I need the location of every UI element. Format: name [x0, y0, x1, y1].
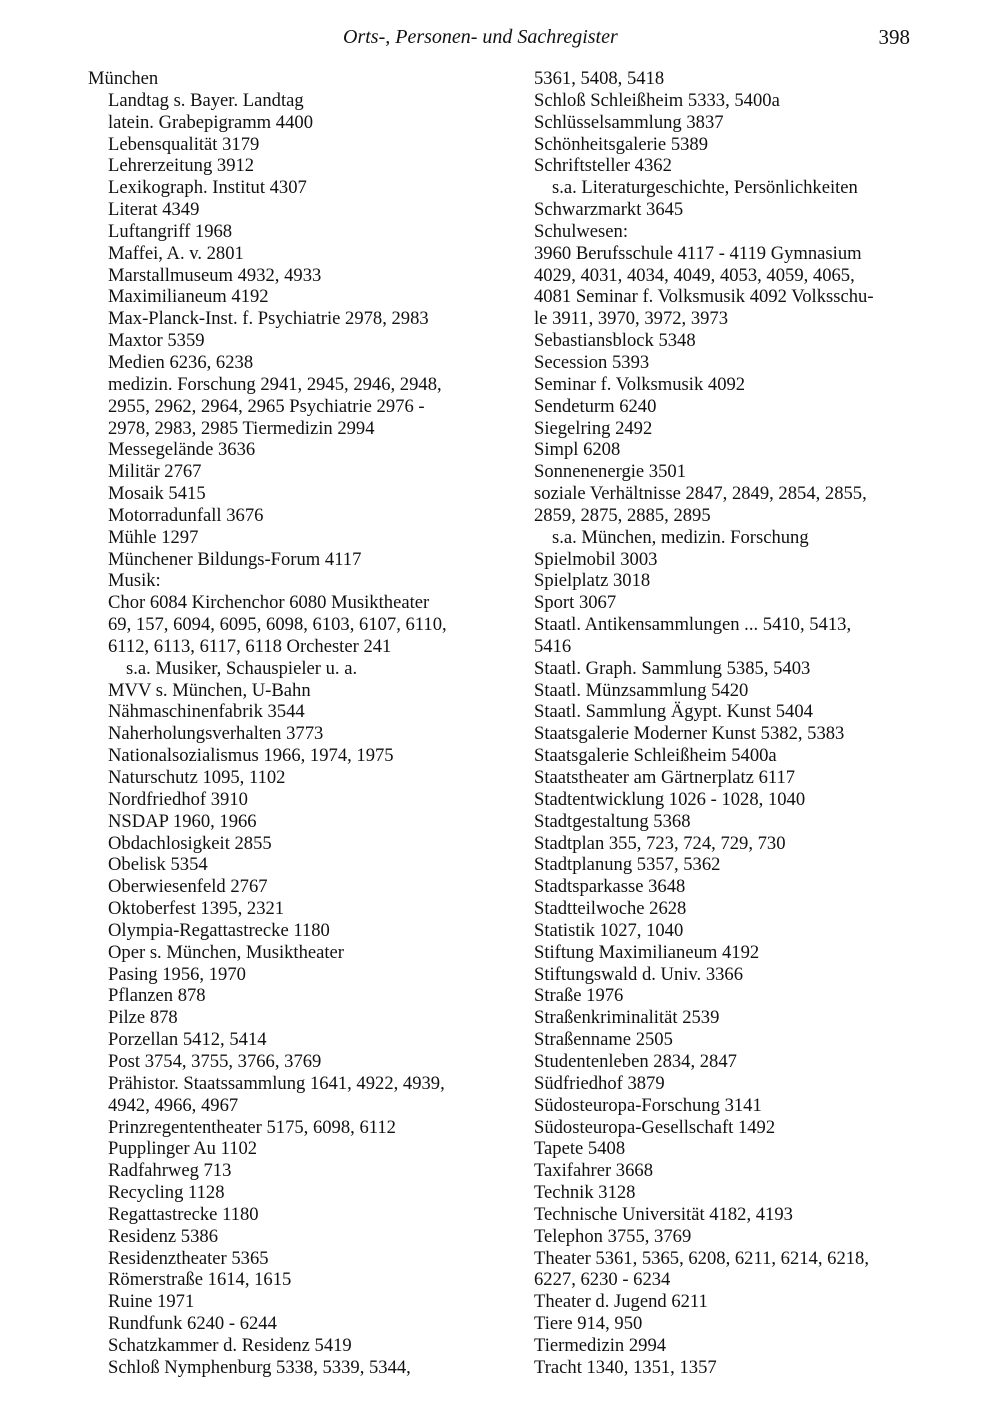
- index-entry: Straße 1976: [534, 985, 624, 1007]
- index-entry: Südosteuropa-Gesellschaft 1492: [534, 1116, 776, 1138]
- index-entry: Secession 5393: [534, 351, 650, 373]
- index-entry: 4081 Seminar f. Volksmusik 4092 Volksschu-: [534, 286, 874, 308]
- index-entry: Staatl. Sammlung Ägypt. Kunst 5404: [534, 701, 813, 723]
- index-entry: Sonnenenergie 3501: [534, 461, 686, 483]
- index-entry: Tiere 914, 950: [534, 1313, 643, 1335]
- index-entry: s.a. Musiker, Schauspieler u. a.: [126, 657, 358, 679]
- index-entry: Römerstraße 1614, 1615: [108, 1269, 292, 1291]
- index-entry: Mosaik 5415: [108, 483, 206, 505]
- index-entry: Technische Universität 4182, 4193: [534, 1203, 793, 1225]
- index-entry: Lexikograph. Institut 4307: [108, 177, 307, 199]
- index-entry: Residenztheater 5365: [108, 1247, 269, 1269]
- page-number: 398: [878, 25, 910, 49]
- index-entry: Südfriedhof 3879: [534, 1072, 665, 1094]
- index-entry: Naturschutz 1095, 1102: [108, 767, 286, 788]
- index-entry: Prähistor. Staatssammlung 1641, 4922, 4939,: [108, 1072, 445, 1094]
- index-entry: MVV s. München, U-Bahn: [108, 679, 311, 701]
- index-entry: Marstallmuseum 4932, 4933: [108, 264, 322, 286]
- page-header: [0, 22, 1000, 52]
- index-entry: Straßenkriminalität 2539: [534, 1007, 720, 1029]
- index-entry: Technik 3128: [534, 1182, 636, 1204]
- index-entry: Spielmobil 3003: [534, 548, 658, 570]
- index-entry: Staatl. Antikensammlungen ... 5410, 5413,: [534, 614, 852, 636]
- index-entry: Schloß Schleißheim 5333, 5400a: [534, 89, 780, 111]
- index-entry: Nordfriedhof 3910: [108, 788, 248, 810]
- index-entry: Recycling 1128: [108, 1182, 225, 1204]
- index-entry: 4942, 4966, 4967: [108, 1094, 239, 1116]
- index-entry: Spielplatz 3018: [534, 570, 651, 592]
- index-entry: Stadtentwicklung 1026 - 1028, 1040: [534, 788, 806, 810]
- index-entry: Staatl. Münzsammlung 5420: [534, 679, 749, 701]
- index-entry: Tracht 1340, 1351, 1357: [534, 1356, 717, 1378]
- index-entry: Schriftsteller 4362: [534, 155, 672, 177]
- index-entry: Nationalsozialismus 1966, 1974, 1975: [108, 745, 394, 767]
- index-entry: Mühle 1297: [108, 526, 199, 548]
- index-entry: Theater d. Jugend 6211: [534, 1291, 708, 1313]
- index-entry: Motorradunfall 3676: [108, 504, 264, 526]
- index-entry: Telephon 3755, 3769: [534, 1225, 692, 1247]
- index-entry: Pilze 878: [108, 1007, 178, 1029]
- index-entry: Oberwiesenfeld 2767: [108, 876, 268, 898]
- index-entry: Olympia-Regattastrecke 1180: [108, 919, 330, 941]
- index-column-left: [88, 68, 493, 1379]
- index-entry: 6227, 6230 - 6234: [534, 1269, 671, 1291]
- index-entry: Südosteuropa-Forschung 3141: [534, 1094, 762, 1116]
- index-entry: Stadtplan 355, 723, 724, 729, 730: [534, 832, 786, 854]
- index-entry: Pasing 1956, 1970: [108, 963, 246, 985]
- index-entry: Oktoberfest 1395, 2321: [108, 898, 285, 920]
- index-entry: Chor 6084 Kirchenchor 6080 Musiktheater: [108, 592, 430, 614]
- index-entry: le 3911, 3970, 3972, 3973: [534, 308, 729, 330]
- index-entry: Tiermedizin 2994: [534, 1334, 667, 1356]
- index-entry: Staatsgalerie Moderner Kunst 5382, 5383: [534, 723, 845, 745]
- index-entry: Medien 6236, 6238: [108, 351, 254, 373]
- index-entry: Stiftungswald d. Univ. 3366: [534, 963, 744, 985]
- index-entry: Pupplinger Au 1102: [108, 1138, 258, 1160]
- index-entry: Stadtgestaltung 5368: [534, 810, 691, 832]
- index-entry: Oper s. München, Musiktheater: [108, 941, 344, 963]
- index-entry: Staatsgalerie Schleißheim 5400a: [534, 745, 777, 767]
- index-entry: Sendeturm 6240: [534, 395, 657, 417]
- index-entry: Schwarzmarkt 3645: [534, 199, 684, 221]
- index-entry: Staatl. Graph. Sammlung 5385, 5403: [534, 657, 811, 679]
- index-entry: Post 3754, 3755, 3766, 3769: [108, 1050, 322, 1072]
- index-entry: Seminar f. Volksmusik 4092: [534, 373, 746, 395]
- index-entry: Naherholungsverhalten 3773: [108, 723, 324, 745]
- index-entry: Sebastiansblock 5348: [534, 330, 696, 352]
- index-entry: Maximilianeum 4192: [108, 286, 269, 308]
- index-entry: Tapete 5408: [534, 1138, 626, 1160]
- index-entry: soziale Verhältnisse 2847, 2849, 2854, 2855,: [534, 483, 867, 505]
- index-entry: 2978, 2983, 2985 Tiermedizin 2994: [108, 417, 375, 439]
- index-entry: s.a. Literaturgeschichte, Persönlichkeiten: [552, 177, 858, 199]
- index-entry: Radfahrweg 713: [108, 1160, 232, 1182]
- index-entry: medizin. Forschung 2941, 2945, 2946, 2948,: [108, 373, 442, 395]
- index-entry: Obelisk 5354: [108, 854, 208, 876]
- index-entry: 5361, 5408, 5418: [534, 68, 665, 89]
- index-entry: Literat 4349: [108, 199, 200, 221]
- index-entry: Max-Planck-Inst. f. Psychiatrie 2978, 2983: [108, 308, 429, 330]
- index-entry: 2955, 2962, 2964, 2965 Psychiatrie 2976 -: [108, 395, 425, 417]
- index-entry: Sport 3067: [534, 592, 617, 614]
- index-entry: München: [88, 68, 159, 89]
- index-entry: Schloß Nymphenburg 5338, 5339, 5344,: [108, 1356, 411, 1378]
- index-entry: Musik:: [108, 570, 161, 592]
- index-entry: Münchener Bildungs-Forum 4117: [108, 548, 362, 570]
- index-entry: 5416: [534, 635, 572, 657]
- index-entry: Maffei, A. v. 2801: [108, 242, 244, 264]
- index-entry: Prinzregententheater 5175, 6098, 6112: [108, 1116, 396, 1138]
- index-entry: Siegelring 2492: [534, 417, 653, 439]
- index-entry: Pflanzen 878: [108, 985, 206, 1007]
- index-entry: Staatstheater am Gärtnerplatz 6117: [534, 767, 796, 788]
- index-entry: Ruine 1971: [108, 1291, 195, 1313]
- index-entry: Statistik 1027, 1040: [534, 919, 684, 941]
- index-entry: Schatzkammer d. Residenz 5419: [108, 1334, 352, 1356]
- index-entry: Taxifahrer 3668: [534, 1160, 653, 1182]
- index-entry: Messegelände 3636: [108, 439, 256, 461]
- index-entry: Landtag s. Bayer. Landtag: [108, 89, 304, 111]
- index-entry: Theater 5361, 5365, 6208, 6211, 6214, 6218,: [534, 1247, 869, 1269]
- index-entry: Stiftung Maximilianeum 4192: [534, 941, 760, 963]
- index-entry: Studentenleben 2834, 2847: [534, 1050, 737, 1072]
- index-entry: Residenz 5386: [108, 1225, 218, 1247]
- index-entry: Rundfunk 6240 - 6244: [108, 1313, 277, 1335]
- index-entry: Obdachlosigkeit 2855: [108, 832, 272, 854]
- index-entry: s.a. München, medizin. Forschung: [552, 526, 809, 548]
- index-entry: Stadtsparkasse 3648: [534, 876, 686, 898]
- index-entry: Stadtteilwoche 2628: [534, 898, 687, 920]
- index-entry: Militär 2767: [108, 461, 202, 483]
- index-entry: 3960 Berufsschule 4117 - 4119 Gymnasium: [534, 242, 862, 264]
- index-entry: NSDAP 1960, 1966: [108, 810, 257, 832]
- index-entry: 4029, 4031, 4034, 4049, 4053, 4059, 4065,: [534, 264, 855, 286]
- index-entry: latein. Grabepigramm 4400: [108, 111, 313, 133]
- index-entry: 6112, 6113, 6117, 6118 Orchester 241: [108, 635, 392, 657]
- index-entry: Nähmaschinenfabrik 3544: [108, 701, 305, 723]
- index-entry: 2859, 2875, 2885, 2895: [534, 504, 711, 526]
- index-entry: Regattastrecke 1180: [108, 1203, 259, 1225]
- index-entry: Straßenname 2505: [534, 1029, 673, 1051]
- index-entry: 69, 157, 6094, 6095, 6098, 6103, 6107, 6110,: [108, 614, 447, 636]
- index-column-right: [534, 68, 914, 1379]
- index-entry: Lehrerzeitung 3912: [108, 155, 255, 177]
- index-entry: Porzellan 5412, 5414: [108, 1029, 267, 1051]
- index-entry: Schönheitsgalerie 5389: [534, 133, 709, 155]
- index-entry: Simpl 6208: [534, 439, 621, 461]
- index-entry: Stadtplanung 5357, 5362: [534, 854, 721, 876]
- index-entry: Lebensqualität 3179: [108, 133, 260, 155]
- index-entry: Schulwesen:: [534, 220, 628, 242]
- index-entry: Luftangriff 1968: [108, 220, 233, 242]
- index-entry: Schlüsselsammlung 3837: [534, 111, 724, 133]
- running-head-title: Orts-, Personen- und Sachregister: [343, 26, 618, 48]
- index-entry: Maxtor 5359: [108, 330, 205, 352]
